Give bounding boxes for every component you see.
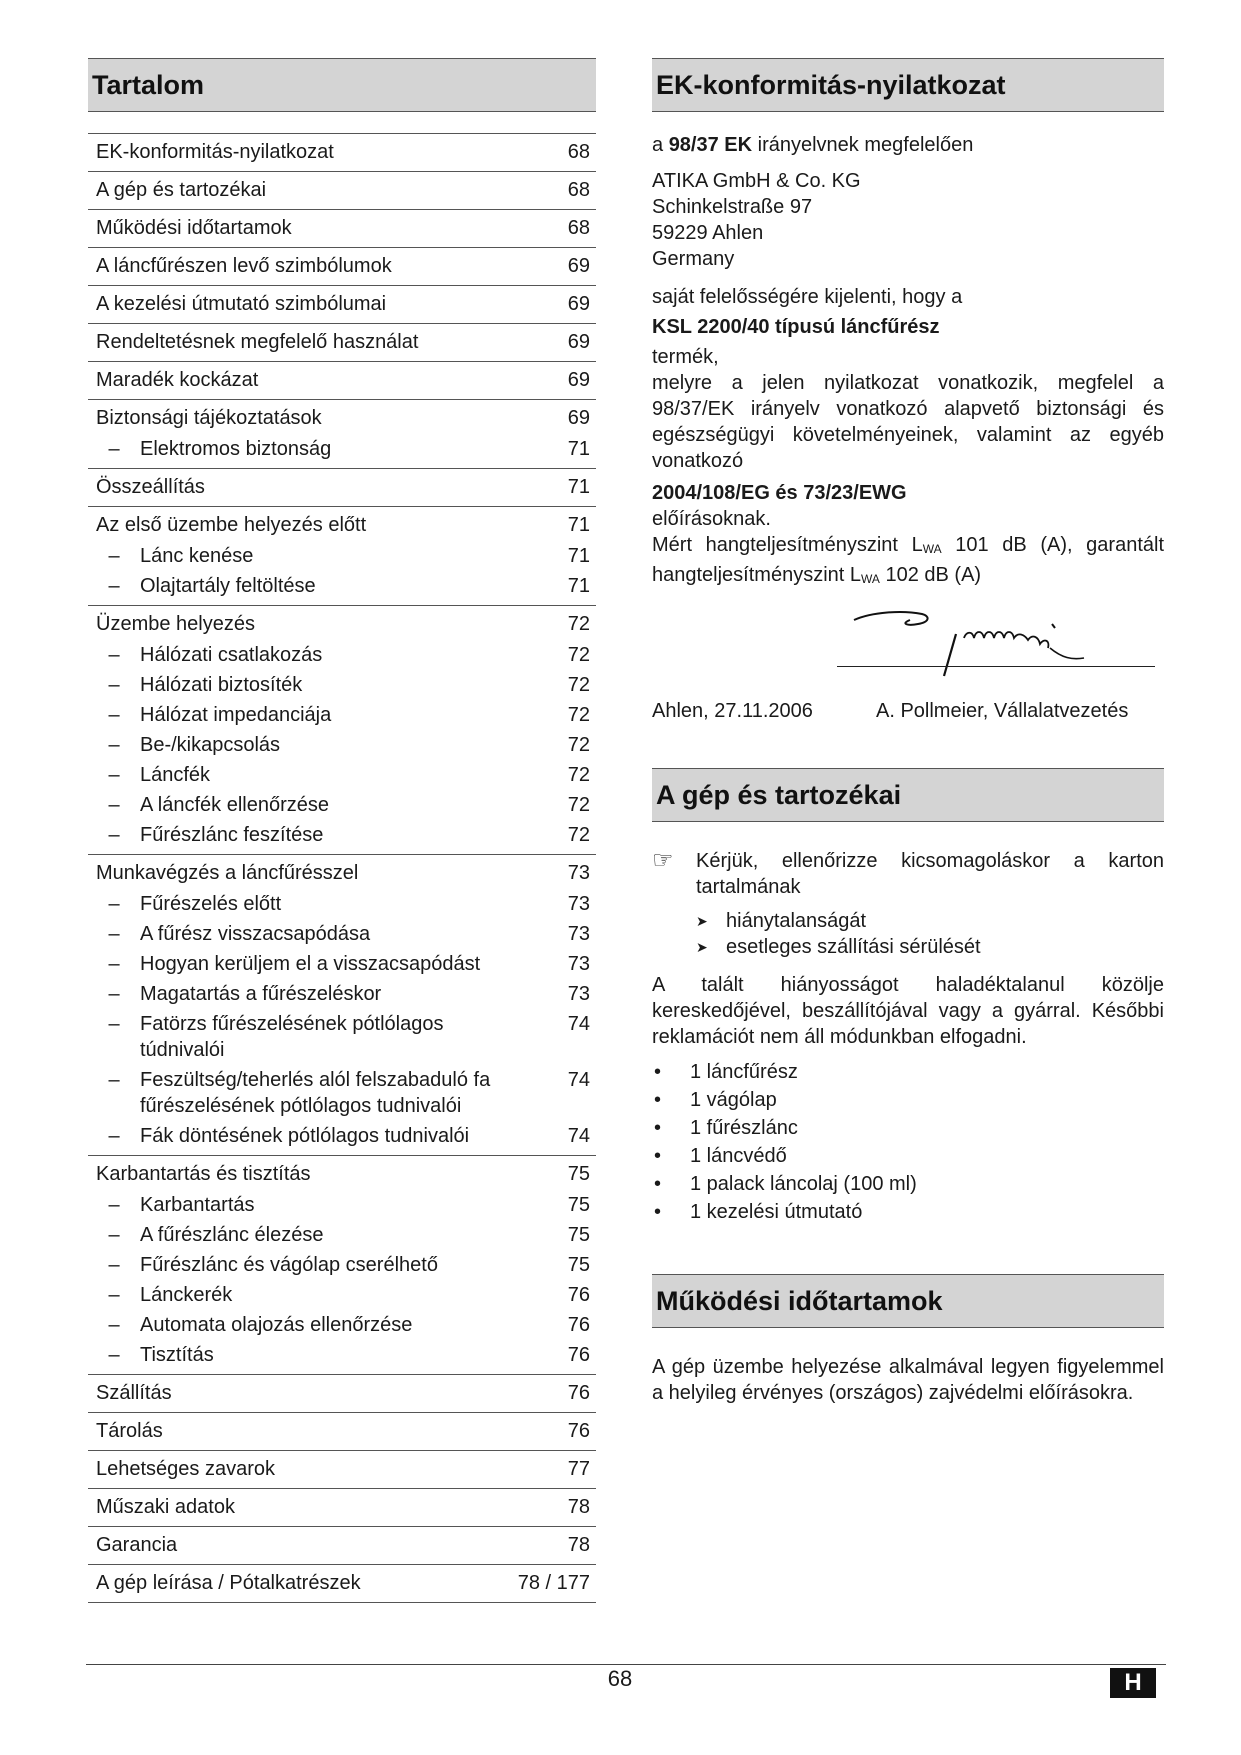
toc-group — [88, 362, 596, 400]
toc-subentry-title: Fűrészlánc feszítése — [140, 824, 324, 846]
toc-entry-title: Az első üzembe helyezés előtt — [96, 514, 367, 536]
check-text: Kérjük, ellenőrizze kicsomagoláskor a karton tartalmának — [696, 850, 1164, 898]
noise-measured-value: 101 dB (A), garantált — [955, 534, 1164, 556]
dash-bullet-icon: – — [108, 1125, 120, 1147]
toc-subentry-title: Magatartás a fűrészeléskor — [140, 983, 382, 1005]
toc-entry-title: Maradék kockázat — [96, 369, 259, 391]
toc-subentry[interactable] — [88, 573, 596, 599]
country-code-badge: H — [1110, 1668, 1156, 1698]
contents-item — [652, 1114, 1164, 1142]
check-item — [696, 934, 1164, 960]
toc-group — [88, 286, 596, 324]
toc-entry[interactable] — [88, 329, 596, 356]
ek-termek: termék, — [652, 346, 719, 368]
toc-subentry-page: 72 — [567, 824, 590, 846]
toc-entry[interactable] — [88, 1418, 596, 1445]
contents-item — [652, 1170, 1164, 1198]
bullet-icon: • — [654, 1201, 662, 1223]
toc-group — [88, 606, 596, 855]
toc-subentry-page: 72 — [567, 734, 590, 756]
toc-subentry[interactable] — [88, 891, 596, 917]
toc-entry-page: 71 — [567, 476, 590, 498]
footer-rule — [86, 1664, 1166, 1665]
dash-bullet-icon: – — [108, 923, 120, 945]
toc-column — [88, 58, 596, 1603]
toc-entry-title: Biztonsági tájékoztatások — [96, 407, 322, 429]
toc-entry-title: Szállítás — [96, 1382, 172, 1404]
ek-body: melyre a jelen nyilatkozat vonatkozik, megfelel a 98/37/EK irányelv vonatkozó alapvető biztonsági és egészségügyi követelményeinek, valamint az egyéb vonatkozó — [652, 372, 1164, 472]
dash-bullet-icon: – — [108, 764, 120, 786]
toc-subentry-title: Tisztítás — [140, 1344, 214, 1366]
toc-subentry-page: 74 — [567, 1013, 590, 1035]
check-item-text: hiánytalanságát — [726, 910, 867, 932]
contents-item-text: 1 fűrészlánc — [690, 1117, 798, 1139]
noise-guaranteed-label: hangteljesítményszint L — [652, 564, 862, 586]
toc-group — [88, 1489, 596, 1527]
toc-subentry[interactable] — [88, 732, 596, 758]
toc-entry-title: A láncfűrészen levő szimbólumok — [96, 255, 392, 277]
toc-group — [88, 400, 596, 469]
toc-subentry-title: A fűrész visszacsapódása — [140, 923, 371, 945]
toc-subentry-page: 75 — [567, 1194, 590, 1216]
toc-group — [88, 1527, 596, 1565]
toc-entry[interactable] — [88, 512, 596, 539]
dash-bullet-icon: – — [108, 953, 120, 975]
page-number: 68 — [607, 1666, 633, 1691]
toc-subentry[interactable] — [88, 1192, 596, 1218]
toc-group — [88, 1451, 596, 1489]
toc-group — [88, 210, 596, 248]
toc-entry-title: EK-konformitás-nyilatkozat — [96, 141, 334, 163]
noise-sub: WA — [922, 542, 942, 556]
dash-bullet-icon: – — [108, 1224, 120, 1246]
toc-subentry-title: Láncfék — [140, 764, 211, 786]
toc-subentry[interactable] — [88, 1067, 596, 1119]
toc-subentry[interactable] — [88, 672, 596, 698]
toc-subentry-page: 75 — [567, 1224, 590, 1246]
dash-bullet-icon: – — [108, 704, 120, 726]
contents-item — [652, 1058, 1164, 1086]
toc-entry[interactable] — [88, 611, 596, 638]
bullet-icon: • — [654, 1145, 662, 1167]
toc-entry-page: 73 — [567, 862, 590, 884]
toc-entry[interactable] — [88, 1380, 596, 1407]
toc-group — [88, 1375, 596, 1413]
toc-subentry-title: Hálózat impedanciája — [140, 704, 332, 726]
toc-group — [88, 133, 596, 172]
toc-subentry[interactable] — [88, 981, 596, 1007]
toc-entry-title: Műszaki adatok — [96, 1496, 235, 1518]
toc-subentry-title: Be-/kikapcsolás — [140, 734, 281, 756]
toc-entry-page: 69 — [567, 255, 590, 277]
toc-entry[interactable] — [88, 253, 596, 280]
toc-subentry-page: 71 — [567, 438, 590, 460]
ek-product: KSL 2200/40 típusú láncfűrész — [652, 316, 940, 338]
ek-regs-suffix: előírásoknak. — [652, 508, 771, 530]
ek-declares: saját felelősségére kijelenti, hogy a — [652, 286, 963, 308]
ek-directive-line — [652, 132, 1164, 158]
toc-entry[interactable] — [88, 1161, 596, 1188]
toc-subentry-title: Hogyan kerüljem el a visszacsapódást — [140, 953, 481, 975]
dash-bullet-icon: – — [108, 824, 120, 846]
toc-subentry-page: 72 — [567, 674, 590, 696]
toc-subentry[interactable] — [88, 543, 596, 569]
toc-entry-title: Rendeltetésnek megfelelő használat — [96, 331, 419, 353]
address-line: ATIKA GmbH & Co. KG — [652, 170, 861, 192]
toc-subentry[interactable] — [88, 702, 596, 728]
ek-noise — [652, 532, 1164, 592]
toc-group — [88, 324, 596, 362]
noise-measured-label: Mért hangteljesítményszint L — [652, 534, 923, 556]
toc-entry-title: Munkavégzés a láncfűrésszel — [96, 862, 359, 884]
toc-subentry-title: Fatörzs fűrészelésének pótlólagos túdnivalói — [140, 1013, 444, 1061]
toc-subentry-page: 71 — [567, 545, 590, 567]
pointing-hand-icon: ☞ — [652, 847, 674, 874]
toc-entry-page: 75 — [567, 1163, 590, 1185]
signature-row — [652, 698, 1164, 724]
contents-item-text: 1 palack láncolaj (100 ml) — [690, 1173, 917, 1195]
signer: A. Pollmeier, Vállalatvezetés — [876, 700, 1129, 722]
ek-heading: EK-konformitás-nyilatkozat — [652, 58, 1164, 112]
toc-group — [88, 1565, 596, 1603]
toc-subentry[interactable] — [88, 762, 596, 788]
toc-subentry-page: 71 — [567, 575, 590, 597]
toc-entry[interactable] — [88, 177, 596, 204]
machine-section — [652, 848, 1164, 1226]
toc-entry[interactable] — [88, 1456, 596, 1483]
toc-entry-page: 69 — [567, 331, 590, 353]
toc-entry-page: 69 — [567, 407, 590, 429]
toc-subentry-title: Fűrészlánc és vágólap cserélhető — [140, 1254, 438, 1276]
toc-entry-title: A gép leírása / Pótalkatrészek — [96, 1572, 361, 1594]
toc-list — [88, 133, 596, 1603]
toc-subentry-page: 74 — [567, 1125, 590, 1147]
toc-entry-page: 72 — [567, 613, 590, 635]
toc-entry-page: 76 — [567, 1420, 590, 1442]
dash-bullet-icon: – — [108, 674, 120, 696]
check-list — [652, 908, 1164, 960]
toc-entry-page: 68 — [567, 217, 590, 239]
signature-area — [652, 606, 1164, 698]
toc-subentry[interactable] — [88, 1252, 596, 1278]
right-column — [652, 58, 1164, 1406]
place-date: Ahlen, 27.11.2006 — [652, 700, 813, 722]
address-line: 59229 Ahlen — [652, 222, 764, 244]
toc-entry-title: Karbantartás és tisztítás — [96, 1163, 311, 1185]
toc-subentry-title: A fűrészlánc élezése — [140, 1224, 324, 1246]
toc-entry[interactable] — [88, 860, 596, 887]
toc-subentry[interactable] — [88, 1123, 596, 1149]
toc-heading: Tartalom — [88, 58, 596, 112]
address-line: Schinkelstraße 97 — [652, 196, 813, 218]
toc-subentry[interactable] — [88, 1222, 596, 1248]
toc-subentry-title: Feszültség/teherlés alól felszabaduló fa fűrészelésének pótlólagos tudnivalói — [140, 1069, 491, 1117]
arrow-bullet-icon: ➤ — [696, 913, 708, 929]
dash-bullet-icon: – — [108, 893, 120, 915]
contents-item-text: 1 láncvédő — [690, 1145, 787, 1167]
ek-directive: 98/37 EK — [668, 134, 753, 156]
toc-subentry-title: Automata olajozás ellenőrzése — [140, 1314, 413, 1336]
toc-entry-title: A gép és tartozékai — [96, 179, 267, 201]
ek-directive-prefix: a — [652, 134, 664, 156]
toc-subentry-page: 72 — [567, 764, 590, 786]
toc-entry-page: 78 — [567, 1534, 590, 1556]
toc-entry[interactable] — [88, 474, 596, 501]
contents-item — [652, 1198, 1164, 1226]
toc-subentry-page: 72 — [567, 794, 590, 816]
toc-subentry-page: 76 — [567, 1284, 590, 1306]
toc-subentry-title: Olajtartály feltöltése — [140, 575, 316, 597]
arrow-bullet-icon: ➤ — [696, 939, 708, 955]
toc-subentry-title: Lánckerék — [140, 1284, 233, 1306]
toc-subentry[interactable] — [88, 436, 596, 462]
toc-subentry[interactable] — [88, 951, 596, 977]
signature-image — [852, 606, 1152, 682]
bullet-icon: • — [654, 1173, 662, 1195]
address-line: Germany — [652, 248, 735, 270]
toc-entry[interactable] — [88, 1570, 596, 1597]
toc-group — [88, 248, 596, 286]
toc-group — [88, 855, 596, 1156]
bullet-icon: • — [654, 1117, 662, 1139]
toc-subentry-page: 76 — [567, 1314, 590, 1336]
dash-bullet-icon: – — [108, 1284, 120, 1306]
dash-bullet-icon: – — [108, 1013, 120, 1035]
toc-subentry[interactable] — [88, 921, 596, 947]
toc-entry-page: 69 — [567, 293, 590, 315]
contents-item-text: 1 kezelési útmutató — [690, 1201, 863, 1223]
toc-entry-title: A kezelési útmutató szimbólumai — [96, 293, 387, 315]
operating-text: A gép üzembe helyezése alkalmával legyen figyelemmel a helyileg érvényes (országos) zajvédelmi előírásokra. — [652, 1356, 1164, 1404]
toc-entry-page: 68 — [567, 141, 590, 163]
dash-bullet-icon: – — [108, 545, 120, 567]
toc-subentry[interactable] — [88, 1342, 596, 1368]
toc-subentry-title: A láncfék ellenőrzése — [140, 794, 330, 816]
check-item — [696, 908, 1164, 934]
toc-subentry-title: Elektromos biztonság — [140, 438, 332, 460]
check-item-text: esetleges szállítási sérülését — [726, 936, 981, 958]
dash-bullet-icon: – — [108, 1344, 120, 1366]
toc-entry-page: 77 — [567, 1458, 590, 1480]
toc-entry-title: Garancia — [96, 1534, 178, 1556]
toc-subentry-page: 73 — [567, 893, 590, 915]
toc-entry-title: Üzembe helyezés — [96, 613, 255, 635]
toc-subentry-title: Lánc kenése — [140, 545, 254, 567]
noise-sub: WA — [861, 572, 880, 586]
toc-entry[interactable] — [88, 291, 596, 318]
contents-item — [652, 1142, 1164, 1170]
toc-subentry-page: 73 — [567, 953, 590, 975]
toc-group — [88, 1156, 596, 1375]
toc-subentry[interactable] — [88, 1282, 596, 1308]
toc-subentry-title: Karbantartás — [140, 1194, 255, 1216]
toc-entry-title: Tárolás — [96, 1420, 163, 1442]
operating-heading: Működési időtartamok — [652, 1274, 1164, 1328]
ek-address — [652, 168, 1164, 272]
toc-subentry-title: Hálózati biztosíték — [140, 674, 303, 696]
toc-group — [88, 172, 596, 210]
toc-entry-page: 78 / 177 — [517, 1572, 590, 1594]
toc-subentry-page: 72 — [567, 704, 590, 726]
toc-subentry[interactable] — [88, 822, 596, 848]
toc-entry-title: Lehetséges zavarok — [96, 1458, 276, 1480]
toc-entry[interactable] — [88, 367, 596, 394]
contents-list — [652, 1058, 1164, 1226]
toc-entry-page: 69 — [567, 369, 590, 391]
toc-subentry-page: 76 — [567, 1344, 590, 1366]
toc-entry[interactable] — [88, 405, 596, 432]
toc-entry[interactable] — [88, 139, 596, 166]
machine-heading: A gép és tartozékai — [652, 768, 1164, 822]
toc-subentry-page: 73 — [567, 923, 590, 945]
toc-entry-title: Összeállítás — [96, 476, 205, 498]
toc-subentry-page: 72 — [567, 644, 590, 666]
toc-subentry-title: Fák döntésének pótlólagos tudnivalói — [140, 1125, 470, 1147]
dash-bullet-icon: – — [108, 983, 120, 1005]
toc-subentry-page: 74 — [567, 1069, 590, 1091]
signature-line — [837, 666, 1155, 667]
toc-subentry[interactable] — [88, 792, 596, 818]
contents-item-text: 1 vágólap — [690, 1089, 777, 1111]
toc-subentry[interactable] — [88, 1312, 596, 1338]
dash-bullet-icon: – — [108, 1069, 120, 1091]
dash-bullet-icon: – — [108, 794, 120, 816]
toc-entry-page: 68 — [567, 179, 590, 201]
toc-entry[interactable] — [88, 1532, 596, 1559]
bullet-icon: • — [654, 1089, 662, 1111]
toc-subentry-page: 75 — [567, 1254, 590, 1276]
toc-subentry-title: Fűrészelés előtt — [140, 893, 282, 915]
ek-regs: 2004/108/EG és 73/23/EWG — [652, 482, 907, 504]
dash-bullet-icon: – — [108, 575, 120, 597]
toc-entry-title: Működési időtartamok — [96, 217, 292, 239]
check-note — [652, 848, 1164, 900]
noise-guaranteed-value: 102 dB (A) — [885, 564, 982, 586]
toc-entry[interactable] — [88, 1494, 596, 1521]
bullet-icon: • — [654, 1061, 662, 1083]
toc-subentry[interactable] — [88, 1011, 596, 1063]
ek-section — [652, 132, 1164, 724]
dash-bullet-icon: – — [108, 1194, 120, 1216]
toc-entry[interactable] — [88, 215, 596, 242]
toc-group — [88, 507, 596, 606]
toc-entry-page: 76 — [567, 1382, 590, 1404]
dash-bullet-icon: – — [108, 644, 120, 666]
toc-entry-page: 78 — [567, 1496, 590, 1518]
dash-bullet-icon: – — [108, 1254, 120, 1276]
ek-directive-suffix: irányelvnek megfelelően — [757, 134, 974, 156]
toc-subentry-page: 73 — [567, 983, 590, 1005]
toc-group — [88, 469, 596, 507]
toc-group — [88, 1413, 596, 1451]
toc-entry-page: 71 — [567, 514, 590, 536]
dash-bullet-icon: – — [108, 1314, 120, 1336]
dash-bullet-icon: – — [108, 438, 120, 460]
dash-bullet-icon: – — [108, 734, 120, 756]
toc-subentry-title: Hálózati csatlakozás — [140, 644, 323, 666]
toc-subentry[interactable] — [88, 642, 596, 668]
machine-notice: A talált hiányosságot haladéktalanul közölje kereskedőjével, beszállítójával vagy a gyárral. Későbbi reklamációt nem áll módunkban elfogadni. — [652, 974, 1164, 1048]
contents-item-text: 1 láncfűrész — [690, 1061, 798, 1083]
contents-item — [652, 1086, 1164, 1114]
